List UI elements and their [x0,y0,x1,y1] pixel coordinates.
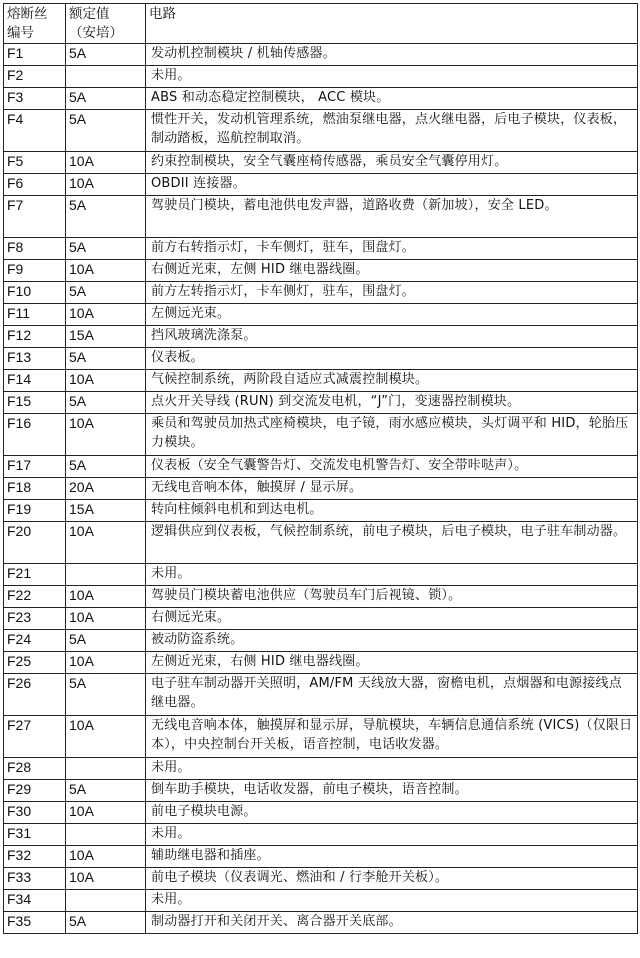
fuse-table [3,3,638,934]
fuse-number-cell: F6 [4,174,66,196]
table-row [4,370,638,392]
rating-cell: 5A [66,630,146,652]
fuse-number-cell: F2 [4,66,66,88]
table-row [4,238,638,260]
rating-cell: 10A [66,868,146,890]
rating-cell: 10A [66,304,146,326]
rating-cell: 5A [66,780,146,802]
table-row [4,758,638,780]
rating-cell: 5A [66,282,146,304]
rating-cell: 5A [66,110,146,152]
rating-cell: 10A [66,716,146,758]
fuse-number-cell: F25 [4,652,66,674]
fuse-number-cell: F10 [4,282,66,304]
circuit-cell: 制动器打开和关闭开关、离合器开关底部。 [146,912,638,934]
circuit-cell: 倒车助手模块，电话收发器，前电子模块，语音控制。 [146,780,638,802]
circuit-cell: 逻辑供应到仪表板，气候控制系统，前电子模块，后电子模块，电子驻车制动器。 [146,522,638,564]
table-row [4,44,638,66]
rating-cell: 10A [66,370,146,392]
table-row [4,522,638,564]
circuit-cell: 乘员和驾驶员加热式座椅模块，电子镜，雨水感应模块，头灯调平和 HID，轮胎压力模块。 [146,414,638,456]
table-row [4,88,638,110]
fuse-number-cell: F35 [4,912,66,934]
rating-cell: 5A [66,912,146,934]
fuse-number-cell: F14 [4,370,66,392]
fuse-number-cell: F16 [4,414,66,456]
fuse-number-cell: F11 [4,304,66,326]
circuit-cell: 驾驶员门模块，蓄电池供电发声器，道路收费（新加坡），安全 LED。 [146,196,638,238]
table-row [4,152,638,174]
fuse-number-cell: F32 [4,846,66,868]
rating-cell: 10A [66,414,146,456]
circuit-cell: 未用。 [146,890,638,912]
circuit-cell: 右侧远光束。 [146,608,638,630]
table-row [4,392,638,414]
circuit-cell: ABS 和动态稳定控制模块， ACC 模块。 [146,88,638,110]
rating-cell: 5A [66,88,146,110]
circuit-cell: 右侧近光束，左侧 HID 继电器线圈。 [146,260,638,282]
circuit-cell: 惯性开关，发动机管理系统，燃油泵继电器，点火继电器，后电子模块，仪表板，制动踏板，巡航控制取消。 [146,110,638,152]
table-row [4,414,638,456]
fuse-number-cell: F3 [4,88,66,110]
circuit-cell: 无线电音响本体，触摸屏和显示屏，导航模块，车辆信息通信系统 (VICS)（仅限日本），中央控制台开关板，语音控制，电话收发器。 [146,716,638,758]
rating-cell [66,564,146,586]
table-row [4,586,638,608]
circuit-cell: 无线电音响本体，触摸屏 / 显示屏。 [146,478,638,500]
fuse-number-cell: F18 [4,478,66,500]
fuse-number-cell: F7 [4,196,66,238]
rating-cell: 5A [66,456,146,478]
rating-cell: 10A [66,608,146,630]
fuse-number-cell: F4 [4,110,66,152]
circuit-cell: 前电子模块（仪表调光、燃油和 / 行李舱开关板）。 [146,868,638,890]
table-row [4,260,638,282]
circuit-cell: 未用。 [146,66,638,88]
circuit-cell: 未用。 [146,564,638,586]
table-header-row [4,4,638,44]
table-row [4,174,638,196]
fuse-number-cell: F30 [4,802,66,824]
fuse-number-cell: F27 [4,716,66,758]
fuse-number-cell: F26 [4,674,66,716]
rating-cell: 5A [66,392,146,414]
fuse-number-cell: F19 [4,500,66,522]
rating-cell: 15A [66,500,146,522]
circuit-cell: 挡风玻璃洗涤泵。 [146,326,638,348]
table-row [4,824,638,846]
table-row [4,890,638,912]
circuit-cell: 前电子模块电源。 [146,802,638,824]
fuse-number-cell: F22 [4,586,66,608]
table-row [4,110,638,152]
rating-cell: 5A [66,238,146,260]
circuit-cell: 气候控制系统，两阶段自适应式减震控制模块。 [146,370,638,392]
rating-cell: 10A [66,586,146,608]
fuse-number-cell: F20 [4,522,66,564]
table-row [4,912,638,934]
fuse-number-cell: F9 [4,260,66,282]
circuit-cell: 转向柱倾斜电机和到达电机。 [146,500,638,522]
fuse-number-cell: F23 [4,608,66,630]
rating-cell: 10A [66,152,146,174]
circuit-cell: 约束控制模块，安全气囊座椅传感器，乘员安全气囊停用灯。 [146,152,638,174]
table-row [4,304,638,326]
fuse-number-cell: F13 [4,348,66,370]
circuit-cell: 前方左转指示灯，卡车侧灯，驻车，围盘灯。 [146,282,638,304]
table-row [4,478,638,500]
rating-cell: 10A [66,260,146,282]
rating-cell [66,66,146,88]
table-row [4,868,638,890]
rating-cell: 5A [66,348,146,370]
table-row [4,348,638,370]
table-row [4,780,638,802]
fuse-number-cell: F12 [4,326,66,348]
fuse-number-cell: F28 [4,758,66,780]
table-row [4,630,638,652]
fuse-number-cell: F17 [4,456,66,478]
rating-cell: 5A [66,674,146,716]
header-rating: 额定值 （安培） [66,4,146,44]
fuse-number-cell: F31 [4,824,66,846]
table-row [4,652,638,674]
header-fuse-no: 熔断丝 编号 [4,4,66,44]
circuit-cell: 辅助继电器和插座。 [146,846,638,868]
rating-cell [66,890,146,912]
rating-cell: 10A [66,174,146,196]
rating-cell: 20A [66,478,146,500]
table-row [4,608,638,630]
circuit-cell: 被动防盗系统。 [146,630,638,652]
fuse-table-body [4,44,638,934]
table-row [4,716,638,758]
circuit-cell: OBDII 连接器。 [146,174,638,196]
fuse-number-cell: F15 [4,392,66,414]
table-row [4,326,638,348]
header-circuit: 电路 [146,4,638,44]
circuit-cell: 驾驶员门模块蓄电池供应（驾驶员车门后视镜、锁）。 [146,586,638,608]
rating-cell: 10A [66,522,146,564]
circuit-cell: 前方右转指示灯，卡车侧灯，驻车，围盘灯。 [146,238,638,260]
rating-cell: 10A [66,846,146,868]
table-row [4,846,638,868]
circuit-cell: 仪表板。 [146,348,638,370]
fuse-number-cell: F1 [4,44,66,66]
circuit-cell: 发动机控制模块 / 机轴传感器。 [146,44,638,66]
circuit-cell: 左侧近光束，右侧 HID 继电器线圈。 [146,652,638,674]
rating-cell: 10A [66,802,146,824]
fuse-number-cell: F24 [4,630,66,652]
circuit-cell: 仪表板（安全气囊警告灯、交流发电机警告灯、安全带咔哒声）。 [146,456,638,478]
table-row [4,802,638,824]
rating-cell [66,824,146,846]
circuit-cell: 电子驻车制动器开关照明，AM/FM 天线放大器，窗檐电机，点烟器和电源接线点继电器。 [146,674,638,716]
fuse-number-cell: F33 [4,868,66,890]
table-row [4,674,638,716]
circuit-cell: 未用。 [146,824,638,846]
fuse-number-cell: F29 [4,780,66,802]
fuse-number-cell: F5 [4,152,66,174]
table-row [4,282,638,304]
fuse-number-cell: F34 [4,890,66,912]
table-row [4,66,638,88]
table-row [4,500,638,522]
rating-cell: 10A [66,652,146,674]
circuit-cell: 点火开关导线 (RUN) 到交流发电机，“J”门，变速器控制模块。 [146,392,638,414]
table-row [4,564,638,586]
table-row [4,456,638,478]
circuit-cell: 左侧远光束。 [146,304,638,326]
rating-cell: 5A [66,44,146,66]
rating-cell [66,758,146,780]
circuit-cell: 未用。 [146,758,638,780]
fuse-number-cell: F8 [4,238,66,260]
table-row [4,196,638,238]
rating-cell: 5A [66,196,146,238]
rating-cell: 15A [66,326,146,348]
fuse-number-cell: F21 [4,564,66,586]
